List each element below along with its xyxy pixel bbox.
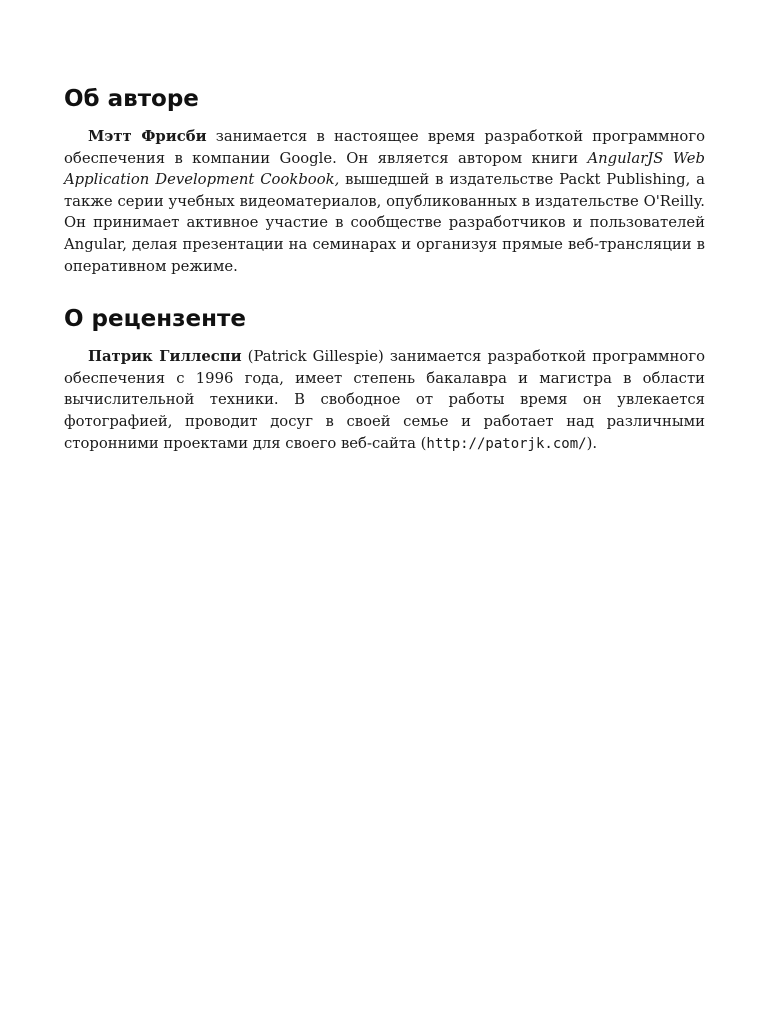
author-name: Мэтт Фрисби — [88, 128, 207, 145]
section-heading-reviewer: О рецензенте — [64, 306, 246, 333]
reviewer-text-1: (Patrick Gillespie) занимается разработкой программного обеспечения с 1996 года, имеет степень бакалавра и магистра в области вычислительной техники. В свободное от работы время он увлекается фотографией, проводит досуг в своей семье и работает над различными сторонними проектами для своего веб-сайта ( — [64, 348, 705, 452]
author-paragraph — [64, 126, 705, 277]
reviewer-website-link[interactable]: http://patorjk.com/ — [426, 435, 587, 452]
author-text-1: занимается в настоящее время разработкой программного обеспечения в компании Google. Он является автором книги — [64, 128, 706, 167]
book-title: AngularJS Web Application Development Cookbook, — [64, 149, 705, 189]
reviewer-text-2: ). — [586, 434, 598, 452]
reviewer-paragraph — [64, 346, 705, 455]
page-content — [64, 84, 705, 455]
author-text-2: вышедшей в издательстве Packt Publishing, а также серии учебных видеоматериалов, опубликованных в издательстве O'Reilly. Он принимает активное участие в сообществе разработчиков и пользователей Angular, делая презентации на семинарах и организуя прямые веб-трансляции в оперативном режиме. — [64, 171, 705, 275]
reviewer-name: Патрик Гиллеспи — [88, 348, 242, 366]
section-heading-author: Об авторе — [64, 86, 199, 112]
